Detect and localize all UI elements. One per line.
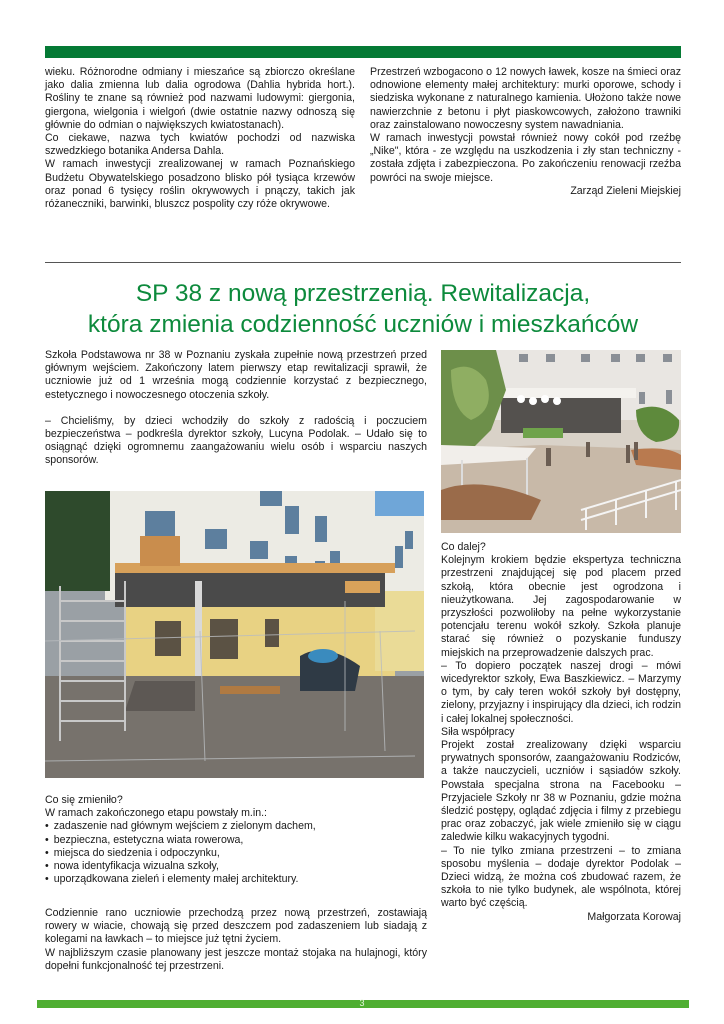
changes-heading: Co się zmieniło? bbox=[45, 794, 123, 806]
quote-paragraph: – To nie tylko zmiana przestrzeni – to zmiana sposobu myślenia – dodaje dyrektor Podolak – Dzieci widzą, że można coś zbudować razem, że szkoła to nie tylko budynek, ale wspólnota, której warto być częścią. bbox=[441, 844, 681, 910]
changes-list bbox=[45, 820, 427, 886]
list-item: • uporządkowana zieleń i elementy małej architektury. bbox=[45, 873, 427, 886]
article-lead bbox=[45, 349, 427, 468]
paragraph: Szkoła Podstawowa nr 38 w Poznaniu zyskała zupełnie nową przestrzeń przed głównym wejściem. Zakończony latem pierwszy etap rewitalizacji sprawił, że uczniowie już od 1 września mogą codziennie korzystać z bezpiecznego, estetycznego i nowoczesnego otoczenia szkoły. bbox=[45, 349, 427, 401]
changes-section bbox=[45, 794, 427, 886]
list-item: • bezpieczna, estetyczna wiata rowerowa, bbox=[45, 834, 427, 847]
subheading-co-dalej: Co dalej? bbox=[441, 541, 486, 553]
list-item: • miejsca do siedzenia i odpoczynku, bbox=[45, 847, 427, 860]
paragraph: Przestrzeń wzbogacono o 12 nowych ławek, kosze na śmieci oraz odnowione elementy małej architektury: murki oporowe, schody i siedziska wykonane z naturalnego kamienia. Ułożono także nowe nawierzchnie z betonu i płyt piaskowcowych, założono trawniki oraz zainstalowano nowoczesny system nawadniania. bbox=[370, 66, 681, 131]
render-photo bbox=[441, 350, 681, 533]
paragraph: wieku. Różnorodne odmiany i mieszańce są zbiorczo określane jako dalia zmienna lub dalia ogrodowa (Dahlia hybrida hort.). Rośliny te znane są również pod nazwami ludowymi: giergonia, giergona, wielgonia i wielgoń (dwie ostatnie nazwy odnoszą się głównie do odmian o największych kwiatostanach). bbox=[45, 66, 355, 131]
paragraph: Co ciekawe, nazwa tych kwiatów pochodzi od nazwiska szwedzkiego botanika Andersa Dahla. bbox=[45, 132, 355, 158]
top-article-left-column bbox=[45, 66, 355, 211]
quote-paragraph: – Chcieliśmy, by dzieci wchodziły do szkoły z radością i poczuciem bezpieczeństwa – podkreśla dyrektor szkoły, Lucyna Podolak. – Udało się to osiągnąć dzięki ogromnemu zaangażowaniu wielu osób i wsparciu naszych sponsorów. bbox=[45, 414, 427, 467]
list-item: • nowa identyfikacja wizualna szkoły, bbox=[45, 860, 427, 873]
paragraph: W ramach inwestycji zrealizowanej w ramach Poznańskiego Budżetu Obywatelskiego posadzono blisko pół tysiąca krzewów oraz ponad 6 tysięcy roślin okrywowych i pnączy, takich jak różaneczniki, barwinki, bluszcz pospolity czy róże okrywowe. bbox=[45, 158, 355, 211]
page-number: 3 bbox=[359, 998, 365, 1008]
paragraph: W najbliższym czasie planowany jest jeszcze montaż stojaka na hulajnogi, który dopełni funkcjonalność tej przestrzeni. bbox=[45, 946, 427, 972]
quote-paragraph: – To dopiero początek naszej drogi – mówi wicedyrektor szkoły, Ewa Baszkiewicz. – Marzymy o tym, by cały teren wokół szkoły był dostępny, zielony, przyjazny i inspirujący dla dzieci, ich rodzin i całej lokalnej społeczności. bbox=[441, 659, 681, 725]
headline-line-2: która zmienia codzienność uczniów i mieszkańców bbox=[87, 311, 639, 338]
article-right-column bbox=[441, 541, 681, 924]
headline-line-1: SP 38 z nową przestrzenią. Rewitalizacja, bbox=[135, 280, 591, 307]
author-signature: Małgorzata Korowaj bbox=[587, 910, 681, 923]
author-signature: Zarząd Zieleni Miejskiej bbox=[570, 184, 681, 197]
article-headline bbox=[40, 278, 686, 340]
paragraph: Projekt został zrealizowany dzięki wsparciu prywatnych sponsorów, zaangażowaniu Rodziców, a także nauczycieli, uczniów i sąsiadów szkoły. Powstała specjalna strona na Facebooku – Przyjaciele Szkoły nr 38 w Poznaniu, gdzie można śledzić postępy, oglądać zdjęcia i filmy z przebiegu prac oraz zobaczyć, jak wiele zmieniło się w ciągu zaledwie kilku wakacyjnych tygodni. bbox=[441, 739, 681, 844]
changes-intro: W ramach zakończonego etapu powstały m.in.: bbox=[45, 807, 267, 820]
top-green-bar bbox=[45, 46, 681, 58]
section-divider bbox=[45, 262, 681, 263]
paragraph: W ramach inwestycji powstał również nowy cokół pod rzeźbę „Nike", która - ze względu na uszkodzenia i zły stan techniczny - została zdjęta i zabezpieczona. Po zakończeniu renowacji rzeźba powróci na swoje miejsce. bbox=[370, 132, 681, 184]
top-article-right-column bbox=[370, 66, 681, 198]
paragraph: Kolejnym krokiem będzie ekspertyza techniczna przestrzeni znajdującej się pod placem przed szkołą, która obecnie jest ogrodzona i nieużytkowana. Jej zagospodarowanie w przyszłości pozwoliłoby na pełne wykorzystanie potencjału terenu wokół szkoły. Szkoła planuje starać się również o pozyskanie funduszy miejskich na przeprowadzenie dalszych prac. bbox=[441, 554, 681, 659]
list-item: • zadaszenie nad głównym wejściem z zielonym dachem, bbox=[45, 820, 427, 833]
closing-section bbox=[45, 907, 427, 973]
construction-photo bbox=[45, 491, 424, 778]
paragraph: Codziennie rano uczniowie przechodzą przez nową przestrzeń, zostawiają rowery w wiacie, chowają się przed deszczem pod zadaszeniem lub siadają z kolegami na ławkach – to miejsce już tętni życiem. bbox=[45, 907, 427, 946]
subheading-sila-wspolpracy: Siła współpracy bbox=[441, 725, 515, 738]
